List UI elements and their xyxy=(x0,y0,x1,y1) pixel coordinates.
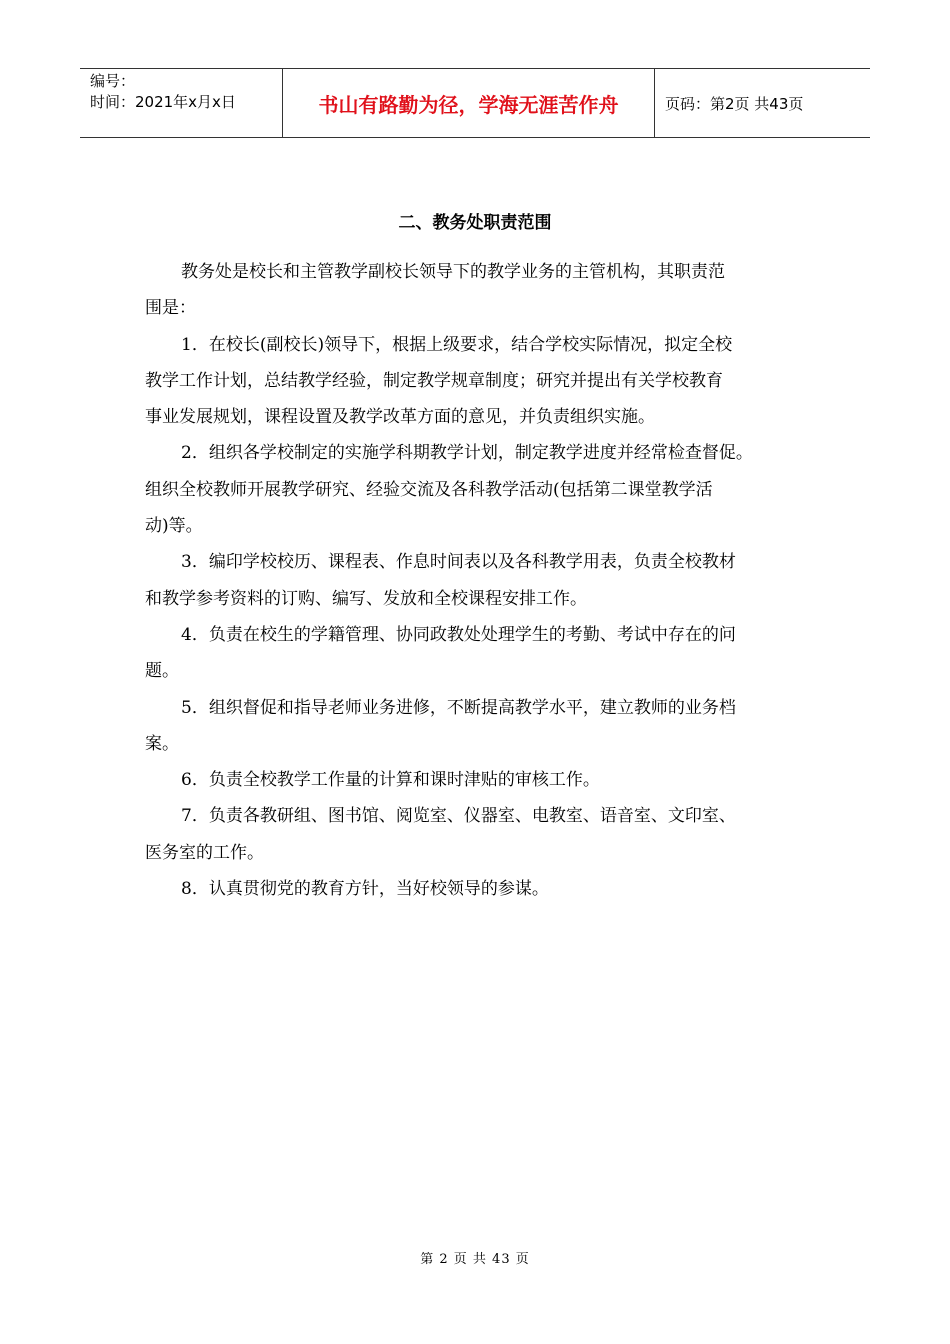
body-line: 6．负责全校教学工作量的计算和课时津贴的审核工作。 xyxy=(181,770,600,791)
body-line: 医务室的工作。 xyxy=(145,842,264,863)
motto-text: 书山有路勤为径，学海无涯苦作舟 xyxy=(318,92,619,117)
document-body xyxy=(145,254,820,907)
body-line: 5．组织督促和指导老师业务进修，不断提高教学水平，建立教师的业务档 xyxy=(181,697,736,718)
page-header xyxy=(80,68,870,138)
body-line: 动)等。 xyxy=(145,516,203,537)
body-line: 8．认真贯彻党的教育方针，当好校领导的参谋。 xyxy=(181,879,549,900)
body-line: 事业发展规划，课程设置及教学改革方面的意见，并负责组织实施。 xyxy=(145,407,655,428)
body-line: 3．编印学校校历、课程表、作息时间表以及各科教学用表，负责全校教材 xyxy=(181,552,736,573)
body-line: 题。 xyxy=(145,661,179,682)
body-line: 案。 xyxy=(145,733,179,754)
body-line: 教学工作计划，总结教学经验，制定教学规章制度；研究并提出有关学校教育 xyxy=(145,370,723,391)
body-line: 1．在校长(副校长)领导下，根据上级要求，结合学校实际情况，拟定全校 xyxy=(181,334,733,355)
time-label: 时间：2021年x月x日 xyxy=(90,93,236,111)
body-line: 围是： xyxy=(145,298,196,319)
body-line: 4．负责在校生的学籍管理、协同政教处处理学生的考勤、考试中存在的问 xyxy=(181,624,736,645)
body-line: 教务处是校长和主管教学副校长领导下的教学业务的主管机构，其职责范 xyxy=(181,262,725,282)
body-line: 7．负责各教研组、图书馆、阅览室、仪器室、电教室、语音室、文印室、 xyxy=(181,806,736,827)
body-line: 2．组织各学校制定的实施学科期教学计划，制定教学进度并经常检查督促。 xyxy=(181,443,753,464)
header-meta xyxy=(80,69,282,137)
body-line: 和教学参考资料的订购、编写、发放和全校课程安排工作。 xyxy=(145,588,587,609)
body-line: 组织全校教师开展教学研究、经验交流及各科教学活动(包括第二课堂教学活 xyxy=(145,479,713,500)
serial-label: 编号： xyxy=(90,72,136,90)
page-info-text: 页码：第2页 共43页 xyxy=(665,94,804,113)
page-footer: 第 2 页 共 43 页 xyxy=(420,1252,530,1267)
section-title: 二、教务处职责范围 xyxy=(398,213,552,233)
header-page-info xyxy=(655,69,870,137)
header-motto xyxy=(282,69,655,137)
